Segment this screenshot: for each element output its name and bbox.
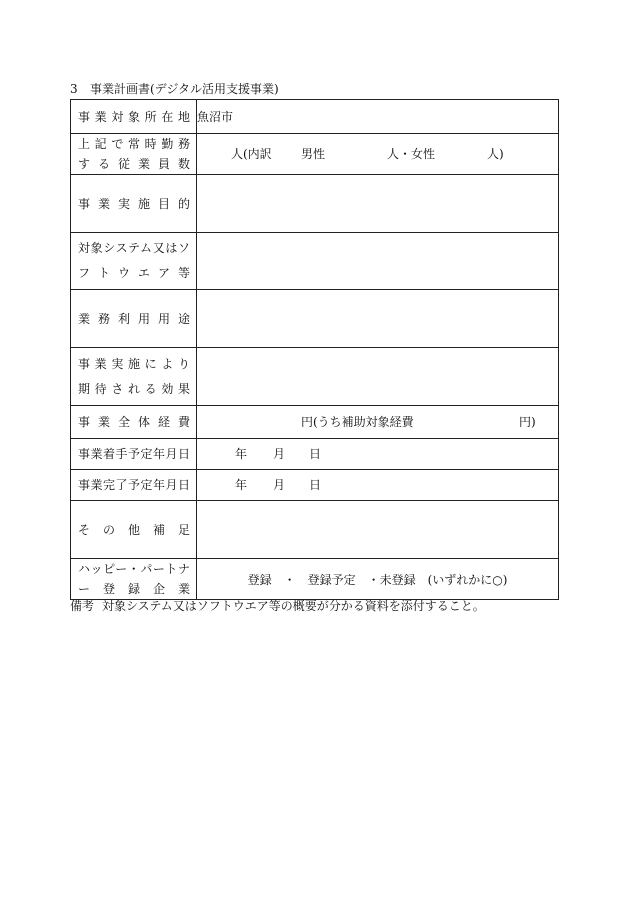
finish-day: 日 <box>309 478 322 492</box>
row-finish-date <box>71 470 559 501</box>
location-text: 魚沼市 <box>197 110 234 124</box>
start-month: 月 <box>273 447 286 461</box>
value-other[interactable] <box>197 501 559 559</box>
note <box>70 597 485 614</box>
employees-male-label: 男性 <box>301 147 326 161</box>
row-usage <box>71 290 559 348</box>
business-plan-table <box>70 99 559 600</box>
value-employees[interactable] <box>197 134 559 175</box>
value-purpose[interactable] <box>197 175 559 233</box>
finish-year: 年 <box>235 478 248 492</box>
label-system: 対象システム又はソ フトウエア等 <box>71 233 197 290</box>
value-effect[interactable] <box>197 348 559 406</box>
row-start-date <box>71 439 559 470</box>
label-effect: 事業実施により 期待される効果 <box>71 348 197 406</box>
row-partner <box>71 559 559 600</box>
row-effect <box>71 348 559 406</box>
label-partner: ハッピー・パートナ ー登録企業 <box>71 559 197 600</box>
value-start-date[interactable] <box>197 439 559 470</box>
label-cost: 事業全体経費 <box>71 406 197 439</box>
value-system[interactable] <box>197 233 559 290</box>
section-title-text: 事業計画書(デジタル活用支援事業) <box>90 82 279 96</box>
partner-options: 登録 ・ 登録予定 ・未登録 (いずれかに○) <box>247 572 508 587</box>
note-text: 対象システム又はソフトウエア等の概要が分かる資料を添付すること。 <box>102 599 485 613</box>
start-year: 年 <box>235 447 248 461</box>
cost-yen-label: 円(うち補助対象経費 <box>301 415 414 429</box>
label-other: その他補足 <box>71 501 197 559</box>
employees-end-unit: 人) <box>487 147 504 161</box>
row-location <box>71 100 559 134</box>
label-usage: 業務利用用途 <box>71 290 197 348</box>
value-partner[interactable] <box>197 559 559 600</box>
section-number: 3 <box>70 82 78 96</box>
employees-total-unit: 人(内訳 <box>231 147 272 161</box>
section-title <box>70 80 279 97</box>
finish-month: 月 <box>273 478 286 492</box>
value-usage[interactable] <box>197 290 559 348</box>
label-location: 事業対象所在地 <box>71 100 197 134</box>
label-purpose: 事業実施目的 <box>71 175 197 233</box>
row-employees <box>71 134 559 175</box>
label-start-date: 事業着手予定年月日 <box>71 439 197 470</box>
row-system <box>71 233 559 290</box>
value-finish-date[interactable] <box>197 470 559 501</box>
label-employees: 上記で常時勤務 する従業員数 <box>71 134 197 175</box>
row-cost <box>71 406 559 439</box>
row-purpose <box>71 175 559 233</box>
row-other <box>71 501 559 559</box>
value-location[interactable] <box>197 100 559 134</box>
employees-female-label: 人・女性 <box>387 147 436 161</box>
cost-yen-end: 円) <box>519 415 536 429</box>
value-cost[interactable] <box>197 406 559 439</box>
note-label: 備考 <box>70 599 95 613</box>
start-day: 日 <box>309 447 322 461</box>
label-finish-date: 事業完了予定年月日 <box>71 470 197 501</box>
